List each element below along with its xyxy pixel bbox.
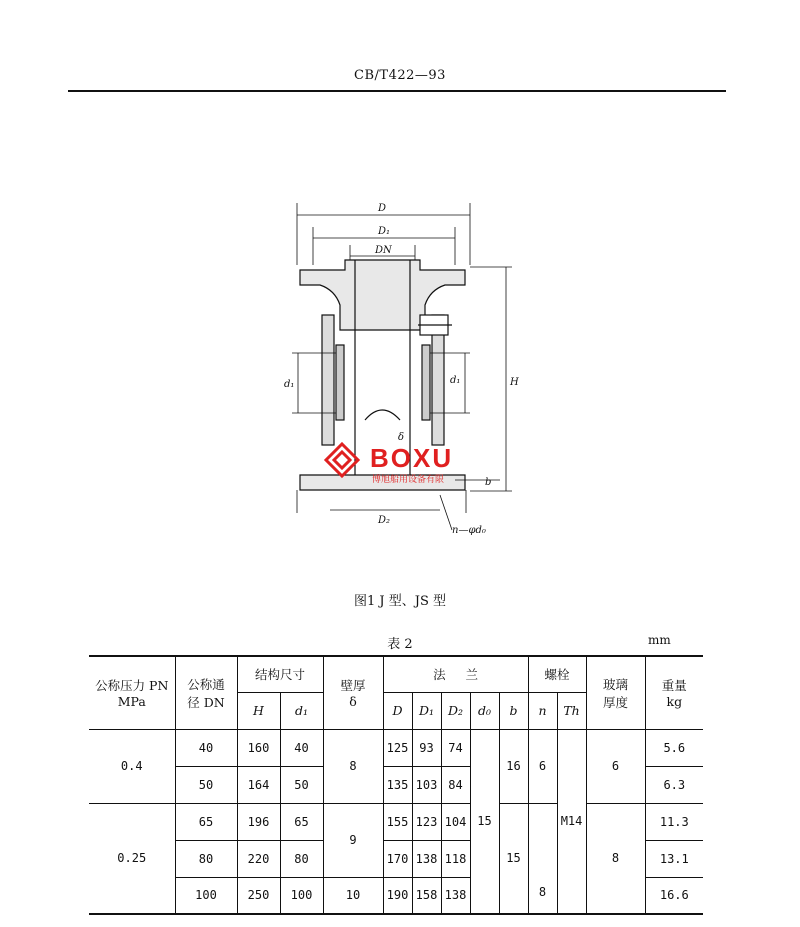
- cell-D: 135: [383, 766, 412, 803]
- label-d1-right: d₁: [450, 375, 461, 386]
- cell-D1: 103: [412, 766, 441, 803]
- spec-table: [89, 655, 703, 915]
- cell-n: 8: [528, 803, 557, 914]
- cell-D: 155: [383, 803, 412, 840]
- label-DN: DN: [375, 245, 392, 256]
- header-weight: 重量 kg: [645, 656, 703, 729]
- cell-pressure: 0.25: [89, 803, 175, 914]
- table-row: [89, 803, 703, 840]
- header-D: D: [383, 692, 412, 729]
- cell-H: 160: [237, 729, 280, 766]
- cell-n: 6: [528, 729, 557, 803]
- table-unit: mm: [648, 633, 671, 647]
- cell-b: 15: [499, 803, 528, 914]
- cell-pressure: 0.4: [89, 729, 175, 803]
- cell-D2: 138: [441, 877, 470, 914]
- cell-dn: 65: [175, 803, 237, 840]
- header-n: n: [528, 692, 557, 729]
- header-D2: D₂: [441, 692, 470, 729]
- cell-weight: 16.6: [645, 877, 703, 914]
- cell-d1: 40: [280, 729, 323, 766]
- cell-dn: 80: [175, 840, 237, 877]
- cell-D2: 74: [441, 729, 470, 766]
- cell-glass: 6: [586, 729, 645, 803]
- header-b: b: [499, 692, 528, 729]
- cell-H: 196: [237, 803, 280, 840]
- header-dn: 公称通 径 DN: [175, 656, 237, 729]
- cell-Th: M14: [557, 729, 586, 914]
- header-d1: d₁: [280, 692, 323, 729]
- label-delta: δ: [398, 432, 405, 443]
- header-glass: 玻璃 厚度: [586, 656, 645, 729]
- cell-D2: 104: [441, 803, 470, 840]
- cell-dn: 100: [175, 877, 237, 914]
- cell-D: 190: [383, 877, 412, 914]
- cell-D1: 158: [412, 877, 441, 914]
- label-d1-left: d₁: [284, 379, 295, 390]
- header-bolt: 螺栓: [528, 656, 586, 692]
- header-pressure: 公称压力 PN MPa: [89, 656, 175, 729]
- figure-caption: 图1 J 型、JS 型: [354, 594, 446, 609]
- label-H: H: [510, 377, 519, 388]
- cell-weight: 6.3: [645, 766, 703, 803]
- header-structure: 结构尺寸: [237, 656, 323, 692]
- watermark-subtitle: 博旭船用设备有限: [372, 475, 445, 485]
- header-flange: 法 兰: [383, 656, 528, 692]
- label-D: D: [378, 203, 387, 214]
- cell-H: 164: [237, 766, 280, 803]
- cell-dn: 40: [175, 729, 237, 766]
- cell-d1: 50: [280, 766, 323, 803]
- label-D1: D₁: [378, 226, 391, 237]
- header-rule: [68, 90, 726, 92]
- cell-D2: 84: [441, 766, 470, 803]
- standard-code: CB/T422—93: [354, 68, 446, 83]
- cell-weight: 13.1: [645, 840, 703, 877]
- cell-dn: 50: [175, 766, 237, 803]
- cell-D1: 123: [412, 803, 441, 840]
- cell-wall: 8: [323, 729, 383, 803]
- table-title: 表 2: [387, 637, 413, 652]
- header-d0: d₀: [470, 692, 499, 729]
- cell-D: 125: [383, 729, 412, 766]
- cell-D1: 138: [412, 840, 441, 877]
- cell-wall: 9: [323, 803, 383, 877]
- header-wall: 壁厚 δ: [323, 656, 383, 729]
- valve-drawing: [270, 195, 540, 545]
- header-Th: Th: [557, 692, 586, 729]
- cell-b: 16: [499, 729, 528, 803]
- cell-d1: 65: [280, 803, 323, 840]
- cell-d0: 15: [470, 729, 499, 914]
- cell-weight: 11.3: [645, 803, 703, 840]
- table-row: [89, 729, 703, 766]
- header-D1: D₁: [412, 692, 441, 729]
- label-b: b: [485, 477, 492, 488]
- cell-wall: 10: [323, 877, 383, 914]
- cell-glass: 8: [586, 803, 645, 914]
- cell-D2: 118: [441, 840, 470, 877]
- cell-H: 250: [237, 877, 280, 914]
- header-H: H: [237, 692, 280, 729]
- cell-d1: 100: [280, 877, 323, 914]
- boxu-watermark-logo: [322, 440, 482, 486]
- cell-H: 220: [237, 840, 280, 877]
- cell-D1: 93: [412, 729, 441, 766]
- watermark-brand: BOXU: [370, 443, 454, 473]
- cell-d1: 80: [280, 840, 323, 877]
- cell-D: 170: [383, 840, 412, 877]
- label-D2: D₂: [378, 515, 391, 526]
- cell-weight: 5.6: [645, 729, 703, 766]
- label-n-d0: n—φd₀: [452, 525, 486, 536]
